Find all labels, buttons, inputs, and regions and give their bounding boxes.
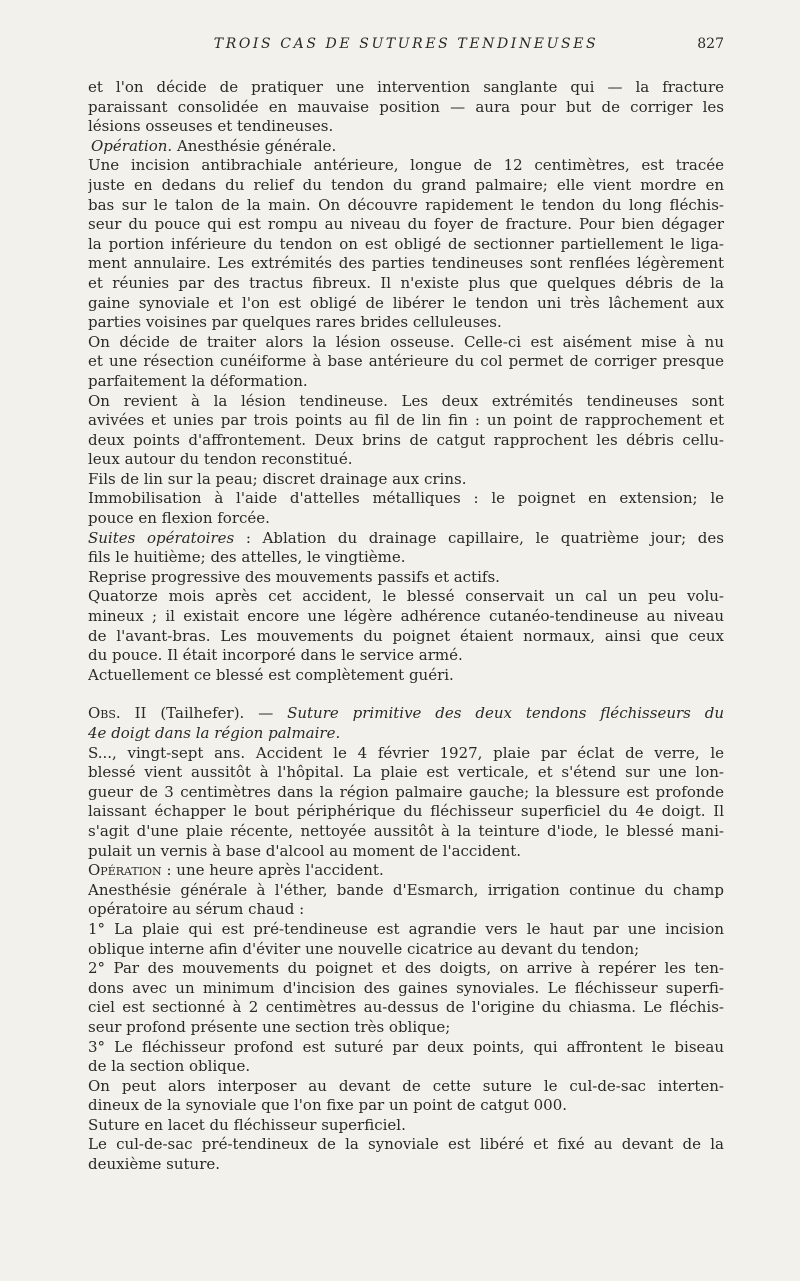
observation-heading [88, 704, 724, 724]
text-line: du pouce. Il était incorporé dans le service armé. [88, 646, 463, 665]
text-line: fils le huitième; des attelles, le vingtième. [88, 548, 406, 567]
text-line: et l'on décide de pratiquer une intervention sanglante qui — la fracture [88, 78, 724, 96]
text-line: oblique interne afin d'éviter une nouvelle cicatrice au devant du tendon; [88, 939, 640, 958]
text-line: s'agit d'une plaie récente, nettoyée aussitôt à la teinture d'iode, le blessé mani- [88, 821, 724, 840]
paragraph-line [88, 137, 724, 157]
body-text [88, 78, 724, 1175]
page-number: 827 [697, 36, 724, 52]
text-line: gaine synoviale et l'on est obligé de libérer le tendon uni très lâchement aux [88, 293, 724, 312]
text-span: : une heure après l'accident. [161, 861, 384, 880]
text-line: seur profond présente une section très oblique; [88, 1017, 451, 1036]
text-line: lésions osseuses et tendineuses. [88, 117, 334, 136]
text-line: mineux ; il existait encore une légère adhérence cutanéo-tendineuse au niveau [88, 607, 724, 626]
text-line: S..., vingt-sept ans. Accident le 4 février 1927, plaie par éclat de verre, le [88, 743, 724, 762]
text-line: Quatorze mois après cet accident, le blessé conservait un cal un peu volu- [88, 587, 724, 606]
text-line: Fils de lin sur la peau; discret drainage aux crins. [88, 469, 467, 488]
section-label: Opération [88, 861, 162, 880]
text-line: Actuellement ce blessé est complètement guéri. [88, 665, 454, 684]
text-line: bas sur le talon de la main. On découvre rapidement le tendon du long fléchis- [88, 195, 724, 214]
text-line: 3° Le fléchisseur profond est suturé par deux points, qui affrontent le biseau [88, 1037, 724, 1056]
text-line: Immobilisation à l'aide d'attelles métalliques : le poignet en extension; le [88, 489, 724, 508]
section-label: Opération. [91, 136, 173, 155]
text-line: seur du pouce qui est rompu au niveau du foyer de fracture. Pour bien dégager [88, 215, 724, 234]
text-line: paraissant consolidée en mauvaise position — aura pour but de corriger les [88, 97, 724, 116]
text-line: parties voisines par quelques rares brides celluleuses. [88, 313, 502, 332]
running-title: TROIS CAS DE SUTURES TENDINEUSES [213, 36, 599, 52]
paragraph-line [88, 861, 724, 881]
text-line: juste en dedans du relief du tendon du grand palmaire; elle vient mordre en [88, 175, 724, 194]
observation-label: Obs. II [88, 704, 147, 723]
text-line: 1° La plaie qui est pré-tendineuse est agrandie vers le haut par une incision [88, 919, 724, 938]
text-line: Suture en lacet du fléchisseur superficiel. [88, 1115, 406, 1134]
text-line: pulait un vernis à base d'alcool au moment de l'accident. [88, 841, 522, 860]
text-span: (Tailhefer). — [146, 704, 288, 723]
text-line: On décide de traiter alors la lésion osseuse. Celle-ci est aisément mise à nu [88, 332, 724, 351]
text-line: la portion inférieure du tendon on est obligé de sectionner partiellement le liga- [88, 234, 724, 253]
text-line: gueur de 3 centimètres dans la région palmaire gauche; la blessure est profonde [88, 782, 724, 801]
text-line: pouce en flexion forcée. [88, 509, 270, 528]
paragraph-line [88, 529, 724, 549]
text-line: Anesthésie générale à l'éther, bande d'Esmarch, irrigation continue du champ [88, 880, 724, 899]
text-line: opératoire au sérum chaud : [88, 900, 305, 919]
observation-title: Suture primitive des deux tendons fléchisseurs du [287, 704, 724, 723]
text-span: Anesthésie générale. [172, 136, 337, 155]
text-line: de la section oblique. [88, 1057, 251, 1076]
text-line: leux autour du tendon reconstitué. [88, 450, 353, 469]
text-line: On peut alors interposer au devant de cette suture le cul-de-sac interten- [88, 1076, 724, 1095]
text-line: Le cul-de-sac pré-tendineux de la synoviale est libéré et fixé au devant de la [88, 1135, 724, 1154]
text-span: : Ablation du drainage capillaire, le quatrième jour; des [234, 528, 724, 547]
text-line: dons avec un minimum d'incision des gaines synoviales. Le fléchisseur superfi- [88, 978, 724, 997]
text-line: deuxième suture. [88, 1155, 221, 1174]
text-line: et une résection cunéiforme à base antérieure du col permet de corriger presque [88, 352, 724, 371]
running-head [88, 36, 724, 58]
text-line: et réunies par des tractus fibreux. Il n'existe plus que quelques débris de la [88, 273, 724, 292]
text-line: Une incision antibrachiale antérieure, longue de 12 centimètres, est tracée [88, 156, 724, 175]
paragraph-gap [88, 685, 724, 704]
text-line: deux points d'affrontement. Deux brins de catgut rapprochent les débris cellu- [88, 430, 724, 449]
text-line: On revient à la lésion tendineuse. Les deux extrémités tendineuses sont [88, 391, 724, 410]
text-line: dineux de la synoviale que l'on fixe par un point de catgut 000. [88, 1096, 568, 1115]
section-label: Suites opératoires [88, 528, 235, 547]
text-line: Reprise progressive des mouvements passifs et actifs. [88, 567, 500, 586]
text-line: 2° Par des mouvements du poignet et des doigts, on arrive à repérer les ten- [88, 959, 724, 978]
text-line: avivées et unies par trois points au fil de lin fin : un point de rapprochement et [88, 411, 724, 430]
text-line: ciel est sectionné à 2 centimètres au-dessus de l'origine du chiasma. Le fléchis- [88, 998, 724, 1017]
text-line: laissant échapper le bout périphérique du fléchisseur superficiel du 4e doigt. Il [88, 802, 724, 821]
text-line: parfaitement la déformation. [88, 371, 308, 390]
text-line: blessé vient aussitôt à l'hôpital. La plaie est verticale, et s'étend sur une lon- [88, 763, 724, 782]
observation-title-cont: 4e doigt dans la région palmaire. [88, 724, 341, 742]
text-line: de l'avant-bras. Les mouvements du poignet étaient normaux, ainsi que ceux [88, 626, 724, 645]
text-line: ment annulaire. Les extrémités des parties tendineuses sont renflées légèrement [88, 254, 724, 273]
